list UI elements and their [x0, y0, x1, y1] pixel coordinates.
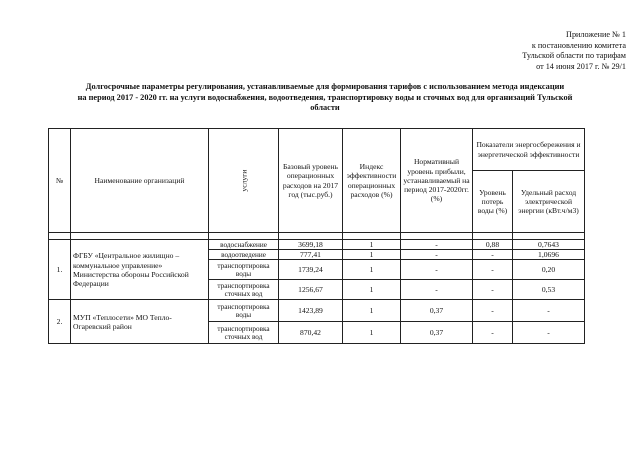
row-norm: - [401, 250, 473, 260]
row-norm: 0,37 [401, 300, 473, 322]
row-specific: 0,53 [513, 280, 585, 300]
title-line: на период 2017 - 2020 гг. на услуги водоснабжения, водоотведения, транспортировку воды и сточных вод для организаций Тульской [77, 92, 573, 102]
row-specific: - [513, 300, 585, 322]
row-service: водоснабжение [209, 240, 279, 250]
header-energy: Показатели энергосбережения и энергетической эффективности [473, 129, 585, 171]
row-index: 1 [343, 260, 401, 280]
parameters-table [48, 128, 585, 344]
table-row [49, 300, 585, 322]
appendix-block [522, 30, 626, 72]
header-org: Наименование организаций [71, 129, 209, 233]
spacer-row [49, 233, 585, 240]
row-base: 777,41 [279, 250, 343, 260]
row-num: 1. [49, 240, 71, 300]
row-service: транспортировка сточных вод [209, 322, 279, 344]
row-base: 1423,89 [279, 300, 343, 322]
row-index: 1 [343, 300, 401, 322]
header-num: № [49, 129, 71, 233]
row-norm: - [401, 260, 473, 280]
appendix-line: от 14 июня 2017 г. № 29/1 [536, 61, 626, 71]
header-loss: Уровень потерь воды (%) [473, 171, 513, 233]
row-service: транспортировка воды [209, 260, 279, 280]
appendix-line: Тульской области по тарифам [522, 51, 626, 60]
appendix-line: к постановлению комитета [531, 40, 626, 50]
row-service: водоотведение [209, 250, 279, 260]
row-specific: 0,20 [513, 260, 585, 280]
row-org: ФГБУ «Центральное жилищно – коммунальное управление» Министерства обороны Российской Федерации [71, 240, 209, 300]
row-loss: - [473, 260, 513, 280]
row-specific: - [513, 322, 585, 344]
row-specific: 0,7643 [513, 240, 585, 250]
row-loss: - [473, 300, 513, 322]
row-base: 1256,67 [279, 280, 343, 300]
row-org: МУП «Теплосети» МО Тепло-Огаревский район [71, 300, 209, 344]
header-row [49, 129, 585, 171]
header-index: Индекс эффективности операционных расходов (%) [343, 129, 401, 233]
row-service: транспортировка воды [209, 300, 279, 322]
row-index: 1 [343, 250, 401, 260]
title-line: Долгосрочные параметры регулирования, устанавливаемые для формирования тарифов с использованием метода индексации [85, 82, 565, 91]
row-loss: - [473, 280, 513, 300]
header-specific: Удельный расход электрической энергии (кВт.ч/м3) [513, 171, 585, 233]
header-service [209, 129, 279, 233]
document-title [40, 82, 610, 114]
row-base: 870,42 [279, 322, 343, 344]
row-index: 1 [343, 240, 401, 250]
table-row [49, 240, 585, 250]
row-index: 1 [343, 322, 401, 344]
row-service: транспортировка сточных вод [209, 280, 279, 300]
row-norm: 0,37 [401, 322, 473, 344]
row-specific: 1,0696 [513, 250, 585, 260]
row-loss: 0,88 [473, 240, 513, 250]
header-base: Базовый уровень операционных расходов на 2017 год (тыс.руб.) [279, 129, 343, 233]
header-service-text: услуги [238, 169, 248, 192]
row-norm: - [401, 240, 473, 250]
appendix-line: Приложение № 1 [566, 30, 626, 39]
row-loss: - [473, 250, 513, 260]
row-loss: - [473, 322, 513, 344]
row-num: 2. [49, 300, 71, 344]
row-norm: - [401, 280, 473, 300]
header-norm: Нормативный уровень прибыли, устанавливаемый на период 2017-2020гг. (%) [401, 129, 473, 233]
title-line: области [310, 103, 340, 112]
row-base: 3699,18 [279, 240, 343, 250]
row-base: 1739,24 [279, 260, 343, 280]
row-index: 1 [343, 280, 401, 300]
